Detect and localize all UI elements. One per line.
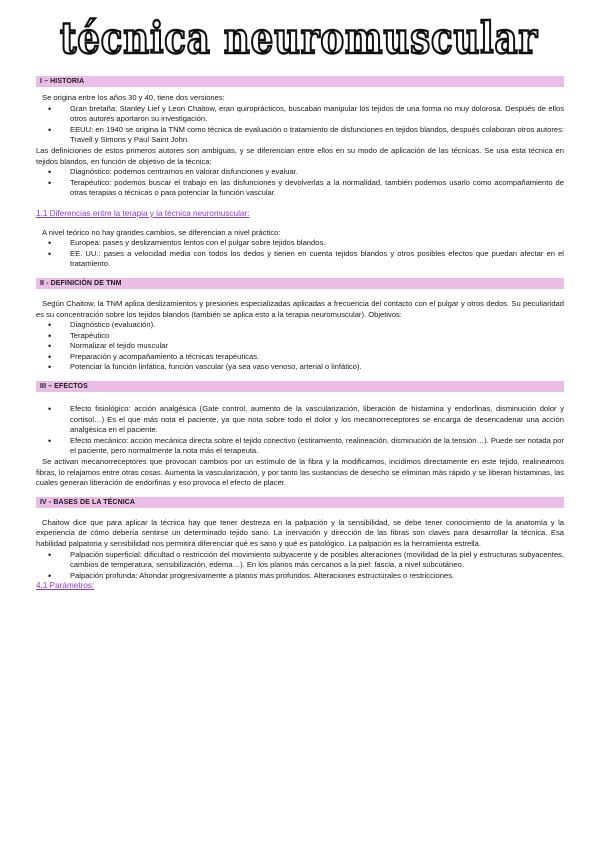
section-heading-efectos: III – EFECTOS [36,381,564,392]
historia-intro: Se origina entre los años 30 y 40, tiene dos versiones: [42,93,225,102]
list-item: • Terapéutico: podemos buscar el trabajo en las disfunciones y devolverlas a la normalidad, también podemos usarlo como acompañamiento de otras terapias o técnicas o para potenciar la función vascular. [70,178,564,199]
palpacion-list [36,550,564,582]
document-title: técnica neuromuscular [60,14,539,64]
list-item: • EEUU: en 1940 se origina la TNM como técnica de evaluación o tratamiento de disfunciones en tejidos blandos, después colaboran otros autores: Travell y Simons y Paul Saint John. [70,125,564,146]
historia-definitions: Las definiciones de estos primeros autores son ambiguas, y se diferencian entre ellos en su modo de aplicación de las técnicas. Se usa esta técnica en tejidos blandos, en función de objetivo de la técnica: [36,145,564,166]
list-item: • Palpación superficial: dificultad o restricción del movimiento subyacente y de posibles alteraciones (movilidad de la piel y estructuras subyacentes, cambios de temperatura, sensibilización, edema…). En los planos más cercanos a la piel: fascia, a nivel subcutáneo. [70,550,564,571]
list-item: • EE. UU.: pases a velocidad media con todos los dedos y tienen en cuenta tejidos blandos y otros posibles efectos que puedan afectar en el tratamiento. [70,249,564,270]
list-item: • Diagnóstico (evaluación). [70,320,564,331]
section-heading-definicion: II - DEFINICIÓN DE TNM [36,278,564,289]
title-banner [0,6,599,68]
document-body [36,76,564,592]
diferencias-list [36,238,564,270]
versions-list [36,104,564,146]
section-heading-historia: I – HISTORIA [36,76,564,87]
bases-text: Chaitow dice que para aplicar la técnica hay que tener destreza en la palpación y la sensibilidad, se debe tener conocimiento de la anatomía y la experiencia de cómo debería sentirse un determinado tejido sano. La inervación y dirección de las fibras son claves para desarrollar la técnica. Esa habilidad palpatoria y sensibilidad nos permitirá diferenciar qué es sano y qué es patológico. La palpación es la herramienta estrella. [36,517,564,548]
objectives-list [36,167,564,199]
diferencias-intro: A nivel teórico no hay grandes cambios, se diferencian a nivel práctico: [42,227,281,237]
list-item: • Diagnóstico: podemos centrarnos en valorar disfunciones y evaluar. [70,167,564,178]
list-item: • Gran bretaña: Stanley Lief y Leon Chaitow, eran quiroprácticos, buscaban manipular los tejidos de una forma no muy dolorosa. Después de ellos otros autores aportaron su investigación. [70,104,564,125]
definicion-text: Según Chaitow, la TNM aplica deslizamientos y presiones especializadas aplicadas a frecuencia del contacto con el pulgar y otros dedos. Su peculiaridad es su concentración sobre los tejidos blandos (también se aplica esto a la terapia neuromuscular). Objetivos: [36,298,564,319]
list-item: • Normalizar el tejido muscular [70,341,564,352]
list-item: • Efecto fisiológico: acción analgésica (Gate control, aumento de la vascularización, liberación de histamina y endorfinas, disminución dolor y cortisol…) Es el que más nota el paciente, ya que nota sobre todo el dolor y los mecanorreceptores se encarga de desencadenar una acción analgésica en el paciente. [70,404,564,436]
list-item: • Terapéutico [70,331,564,342]
list-item: • Efecto mecánico: acción mecánica directa sobre el tejido conectivo (estiramiento, realineación, disminución de la tensión…). Puede ser notada por el paciente, pero normalmente la nota más el terapeuta. [70,436,564,457]
list-item: • Europea: pases y deslizamientos lentos con el pulgar sobre tejidos blandos. [70,238,564,249]
title-graphic [0,6,599,68]
list-item: • Potenciar la función linfática, función vascular (ya sea vaso venoso, arterial o linfático). [70,362,564,373]
list-item: • Preparación y acompañamiento a técnicas terapéuticas. [70,352,564,363]
efectos-list [36,404,564,457]
subheading-diferencias[interactable]: 1.1 Diferencias entre la terapia y la técnica neuromuscular: [36,208,250,218]
efectos-text: Se activan mecanorreceptores que provocan cambios por un estímulo de la fibra y la modificamos, incidimos directamente en este tejido, realineamos fibras, lo relajamos entre otras cosas. Aumenta la vascularización, y por tanto las sustancias de desecho se eliminan más rápido y se liberan histaminas, las cuales generan liberación de endorfinas y eso provoca el efecto de placer. [36,457,564,488]
section-heading-bases: IV - BASES DE LA TÉCNICA [36,497,564,508]
list-item: • Palpación profunda: Ahondar progresivamente a planos más profundos. Alteraciones estructurales o restricciones. [70,571,564,582]
subheading-parametros[interactable]: 4.1 Parámetros: [36,581,95,591]
definicion-objectives-list [36,320,564,373]
